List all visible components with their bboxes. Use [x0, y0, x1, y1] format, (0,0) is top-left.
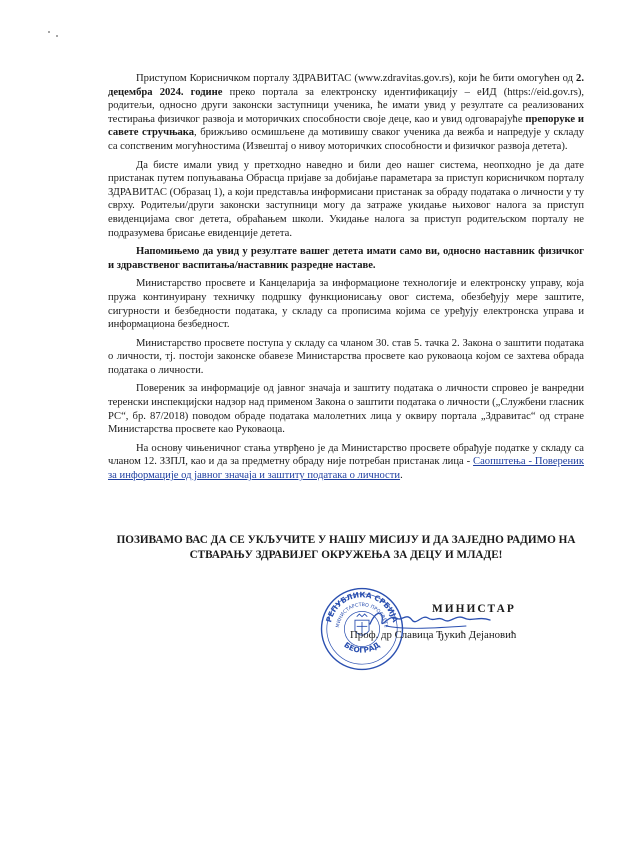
paragraph-text: На основу чињеничног стања утврђено је да Министарство просвете обрађује податке у складу са чланом 12. ЗЗПЛ, као и да за предметну обраду није потребан пристанак лица -	[108, 442, 584, 468]
paragraph-3	[108, 245, 584, 272]
paragraph-5	[108, 337, 584, 378]
paragraph-text: преко портала за електронску идентификацију – еИД (https://eid.gov.rs), родитељи, односно други законски заступници ученика, ће имати увид у резултате са реализованих тестирања физичког развоја и моторичких способности своје деце, као и увид одговарајуће	[108, 86, 584, 125]
commissioner-announcements-link[interactable]: Саопштења - Повереник за информације од јавног значаја и заштиту података о личности	[108, 456, 584, 482]
scan-speck	[56, 35, 58, 37]
paragraph-text: , брижљиво осмишљене да мотивишу сваког ученика да вежба и напредује у складу са сопственим могућностима (Извештај о нивоу моторичких способности и физичког развоја детета).	[108, 127, 584, 152]
paragraph-7	[108, 442, 584, 483]
seal-text-top: РЕПУБЛИКА СРБИЈА	[324, 590, 400, 624]
paragraph-text: Министарство просвете поступа у складу са чланом 30. став 5. тачка 2. Закона о заштити података о личности, тј. постоји законске обавезе Министарства просвете као руковаоца којом се захтева обрада података о личности.	[108, 337, 584, 376]
paragraph-4	[108, 277, 584, 331]
paragraph-text: .	[400, 470, 403, 482]
paragraph-6	[108, 382, 584, 436]
seal-text-bottom: БЕОГРАД	[342, 640, 382, 655]
letter-body	[108, 72, 584, 488]
paragraph-text: Приступом Корисничком порталу ЗДРАВИТАС (www.zdravitas.gov.rs), који ће бити омогућен од	[136, 73, 577, 84]
seal-text-inner: МИНИСТАРСТВО ПРОСВЕТЕ	[336, 603, 388, 629]
emphasis-text: препоруке и савете стручњака	[108, 113, 584, 139]
closing-statement: ПОЗИВАМО ВАС ДА СЕ УКЉУЧИТЕ У НАШУ МИСИЈУ И ДА ЗАЈЕДНО РАДИМО НА СТВАРАЊУ ЗДРАВИЈЕГ ОКРУЖЕЊА ЗА ДЕЦУ И МЛАДЕ!	[116, 534, 576, 561]
scan-speck	[48, 31, 50, 33]
paragraph-text: Да бисте имали увид у претходно наведно и били део нашег система, неопходно је да дате пристанак путем попуњавања Обрасца пријаве за добијање параметара за приступ корисничком порталу ЗДРАВИТАС (Образац 1), а који представља информисани пристанак за обраду података о личности у ту сврху. Родитељи/други законски заступници могу да затраже укидање њиховог налога за приступ евиденцијама свог детета, обраћањем школи. Укидање налога за приступ родитељском порталу не подразумева брисање евиденције детета.	[108, 159, 584, 239]
paragraph-1	[108, 72, 584, 154]
emphasis-text: 2. децембра 2024. године	[108, 73, 584, 98]
paragraph-text: Министарство просвете и Канцеларија за информационе технологије и електронску управу, која пружа континуирану техничку подршку функционисању овог система, обезбеђују мере заштите, сигурности и безбедности података, у складу са прописима којима се уређују електронска управа и информациона безбедност.	[108, 278, 584, 331]
paragraph-text: Повереник за информације од јавног значаја и заштиту података о личности спровео је ванредни теренски инспекцијски надзор над применом Закона о заштити података о личности („Службени гласник РС“, бр. 87/2018) поводом обраде података малолетних лица у оквиру портала „Здравитас“ од стране Министарства просвете као Руковаоца.	[108, 383, 584, 436]
signatory-name: Проф. др Славица Ђукић Дејановић	[350, 629, 517, 641]
paragraph-2	[108, 159, 584, 241]
signatory-title: МИНИСТАР	[432, 603, 516, 615]
emphasis-text: Напомињемо да увид у резултате вашег детета имати само ви, односно наставник физичког и здравственог васпитања/наставник разредне наставе.	[108, 246, 584, 271]
